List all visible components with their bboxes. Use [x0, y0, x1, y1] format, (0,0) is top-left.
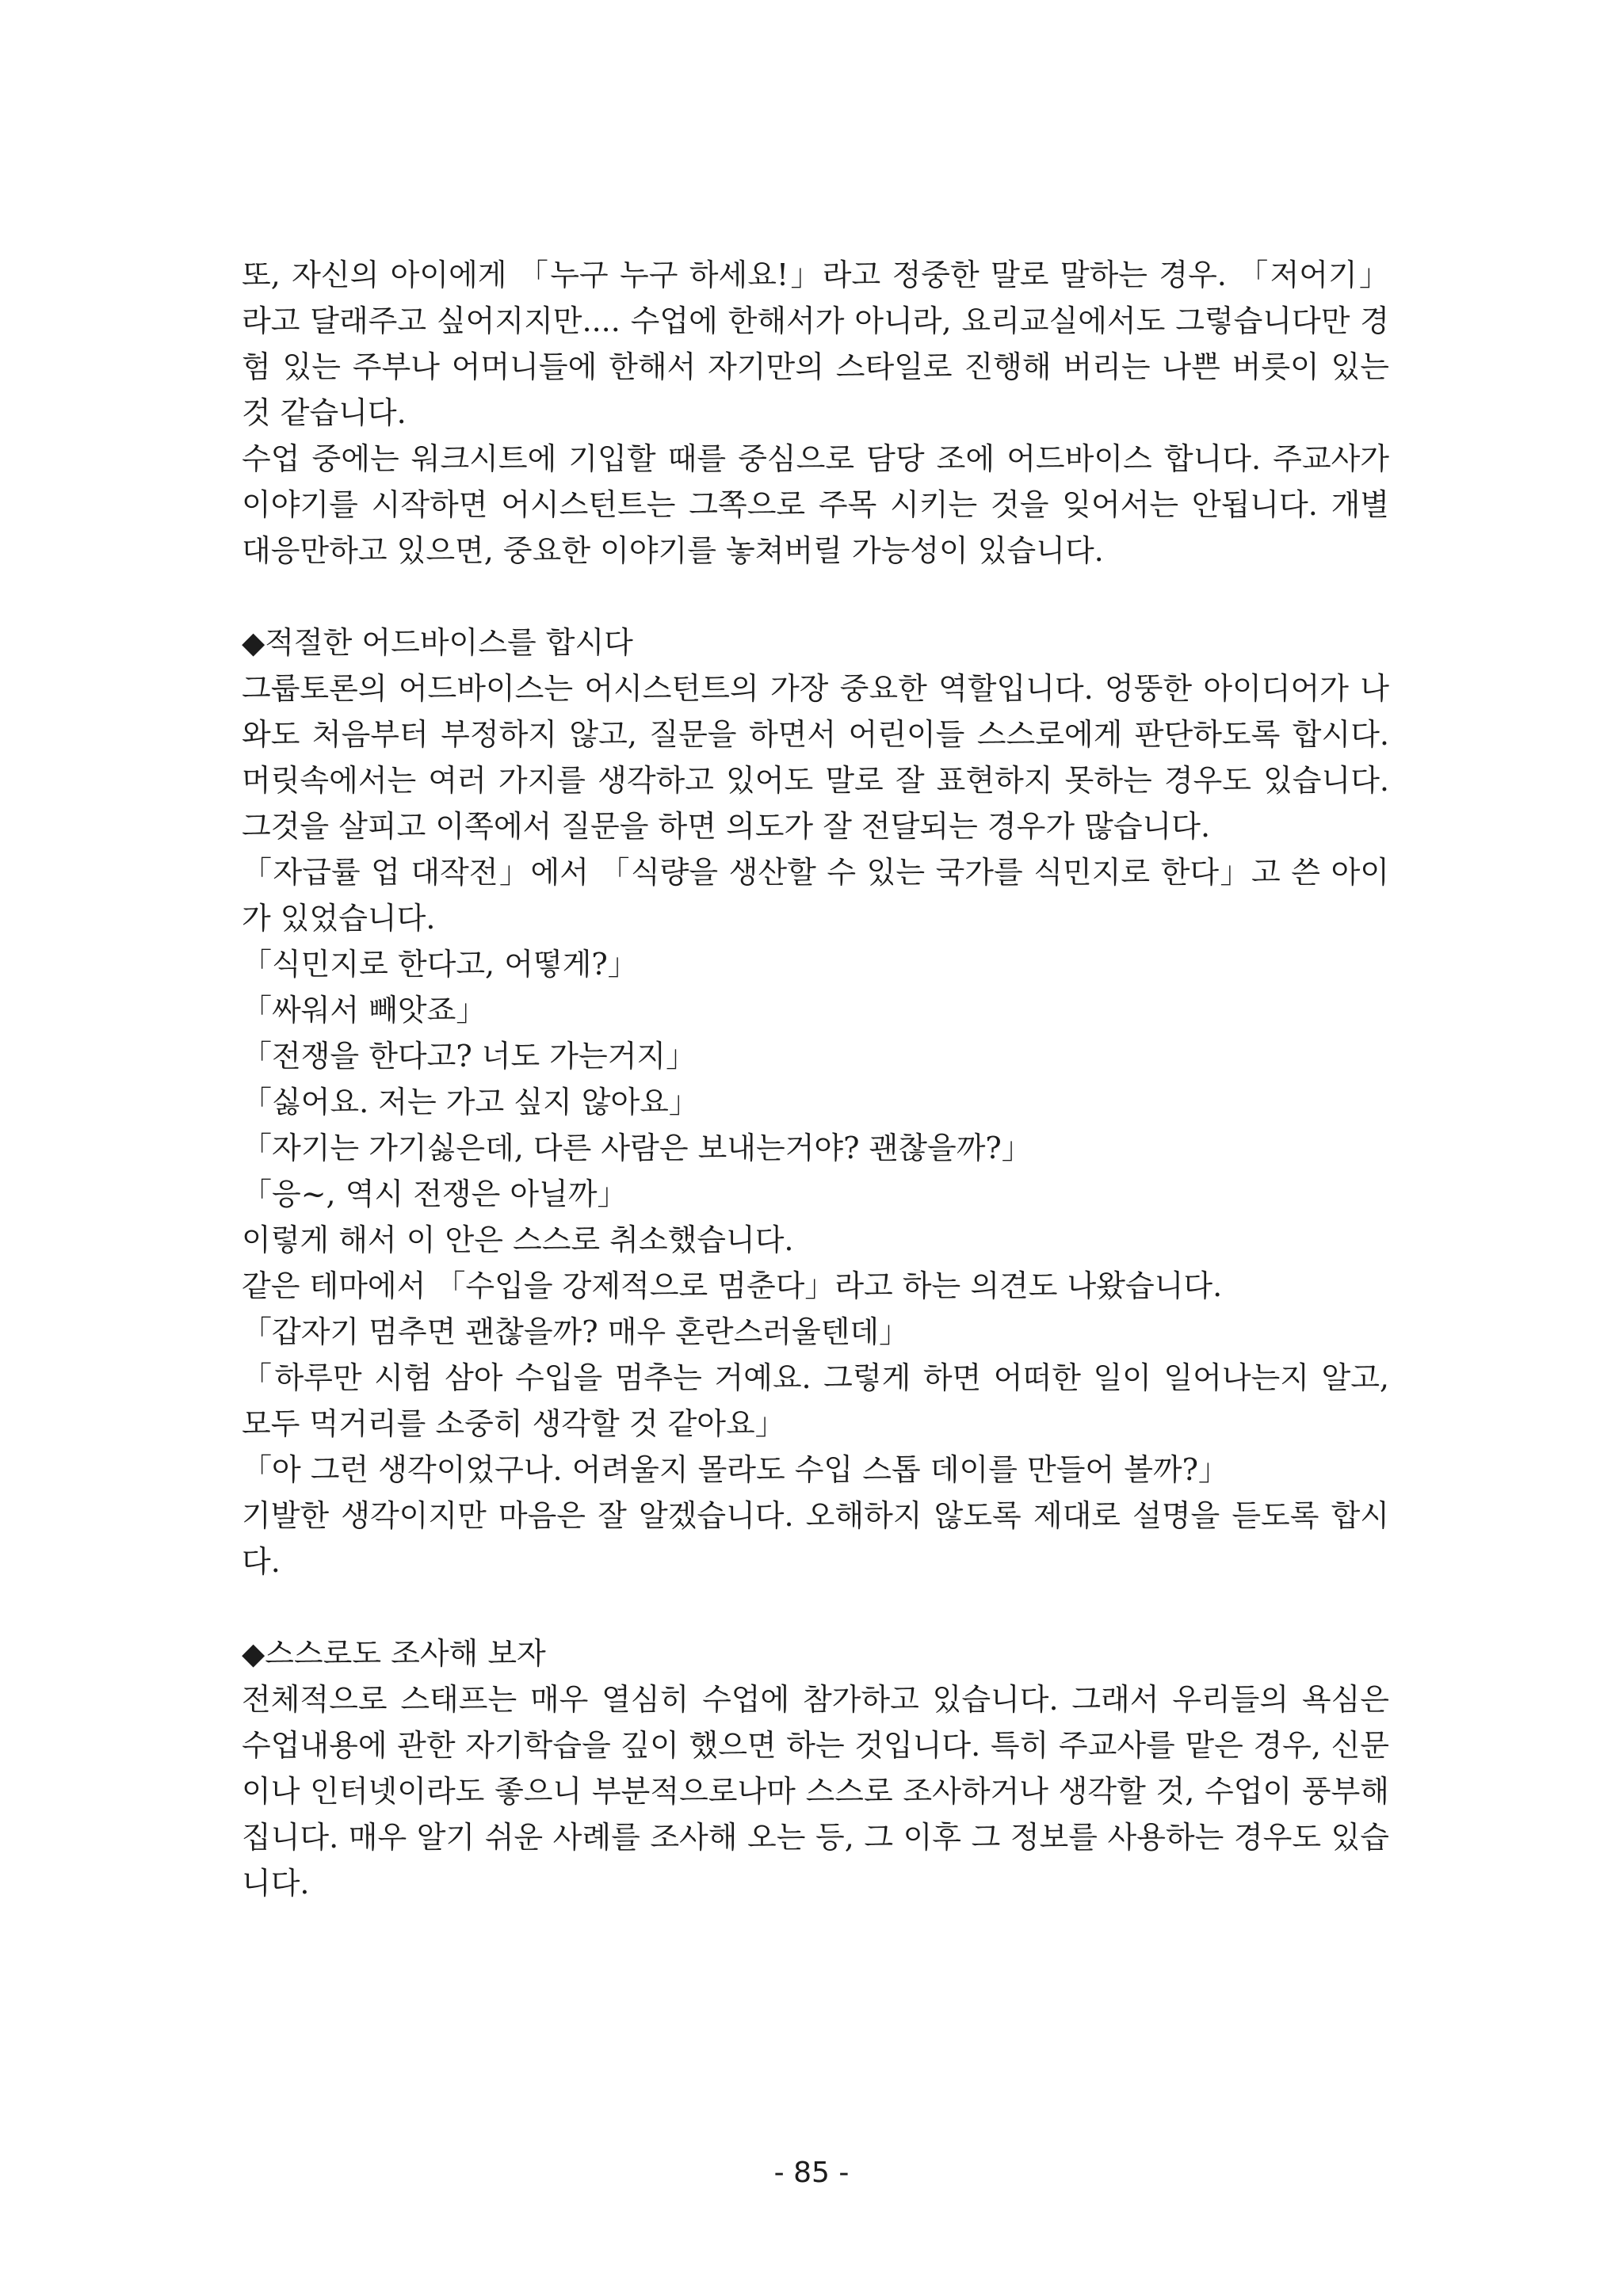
dialogue-line: 「싸워서 빼앗죠」	[242, 993, 487, 1028]
page-number: - 85 -	[773, 2157, 850, 2189]
dialogue-line: 「응~, 역시 전쟁은 아닐까」	[242, 1177, 628, 1211]
dialogue-line: 「자기는 가기싫은데, 다른 사람은 보내는거야? 괜찮을까?」	[242, 1131, 1032, 1165]
dialogue-line: 「싫어요. 저는 가고 싶지 않아요」	[242, 1085, 699, 1119]
dialogue-line: 「하루만 시험 삼아 수입을 멈추는 거예요. 그렇게 하면 어떠한 일이 일어나는지 알고, 모두 먹거리를 소중히 생각할 것 같아요」	[242, 1360, 1389, 1441]
paragraph: 수업 중에는 워크시트에 기입할 때를 중심으로 담당 조에 어드바이스 합니다. 주교사가 이야기를 시작하면 어시스턴트는 그쪽으로 주목 시키는 것을 잊어서는 안됩니다. 개별 대응만하고 있으면, 중요한 이야기를 놓쳐버릴 가능성이 있습니다.	[242, 441, 1389, 568]
dialogue-line: 「아 그런 생각이었구나. 어려울지 몰라도 수입 스톱 데이를 만들어 볼까?」	[242, 1452, 1228, 1487]
section-heading-self-study: ◆스스로도 조사해 보자	[242, 1636, 546, 1671]
paragraph: 기발한 생각이지만 마음은 잘 알겠습니다. 오해하지 않도록 제대로 설명을 듣도록 합시다.	[242, 1498, 1389, 1579]
section-spacer	[242, 1585, 1389, 1630]
paragraph: 같은 테마에서 「수입을 강제적으로 멈춘다」라고 하는 의견도 나왔습니다.	[242, 1268, 1223, 1303]
dialogue-line: 「전쟁을 한다고? 너도 가는거지」	[242, 1039, 697, 1074]
paragraph: 또, 자신의 아이에게 「누구 누구 하세요!」라고 정중한 말로 말하는 경우. 「저어기」라고 달래주고 싶어지지만.... 수업에 한해서가 아니라, 요리교실에서도 그렇습니다만 경험 있는 주부나 어머니들에 한해서 자기만의 스타일로 진행해 버리는 나쁜 버릇이 있는 것 같습니다.	[242, 257, 1389, 430]
paragraph: 그룹토론의 어드바이스는 어시스턴트의 가장 중요한 역할입니다. 엉뚱한 아이디어가 나와도 처음부터 부정하지 않고, 질문을 하면서 어린이들 스스로에게 판단하도록 합시다. 머릿속에서는 여러 가지를 생각하고 있어도 말로 잘 표현하지 못하는 경우도 있습니다. 그것을 살피고 이쪽에서 질문을 하면 의도가 잘 전달되는 경우가 많습니다.	[242, 671, 1389, 844]
dialogue-line: 「갑자기 멈추면 괜찮을까? 매우 혼란스러울텐데」	[242, 1314, 910, 1349]
section-heading-advice: ◆적절한 어드바이스를 합시다	[242, 625, 633, 660]
dialogue-line: 「식민지로 한다고, 어떻게?」	[242, 947, 638, 982]
paragraph: 전체적으로 스태프는 매우 열심히 수업에 참가하고 있습니다. 그래서 우리들의 욕심은 수업내용에 관한 자기학습을 깊이 했으면 하는 것입니다. 특히 주교사를 맡은 경우, 신문이나 인터넷이라도 좋으니 부분적으로나마 스스로 조사하거나 생각할 것, 수업이 풍부해집니다. 매우 알기 쉬운 사례를 조사해 오는 등, 그 이후 그 정보를 사용하는 경우도 있습니다.	[242, 1682, 1389, 1901]
document-body	[242, 252, 1389, 1906]
paragraph: 이렇게 해서 이 안은 스스로 취소했습니다.	[242, 1222, 794, 1257]
paragraph: 「자급률 업 대작전」에서 「식량을 생산할 수 있는 국가를 식민지로 한다」고 쓴 아이가 있었습니다.	[242, 855, 1389, 936]
section-spacer	[242, 574, 1389, 620]
